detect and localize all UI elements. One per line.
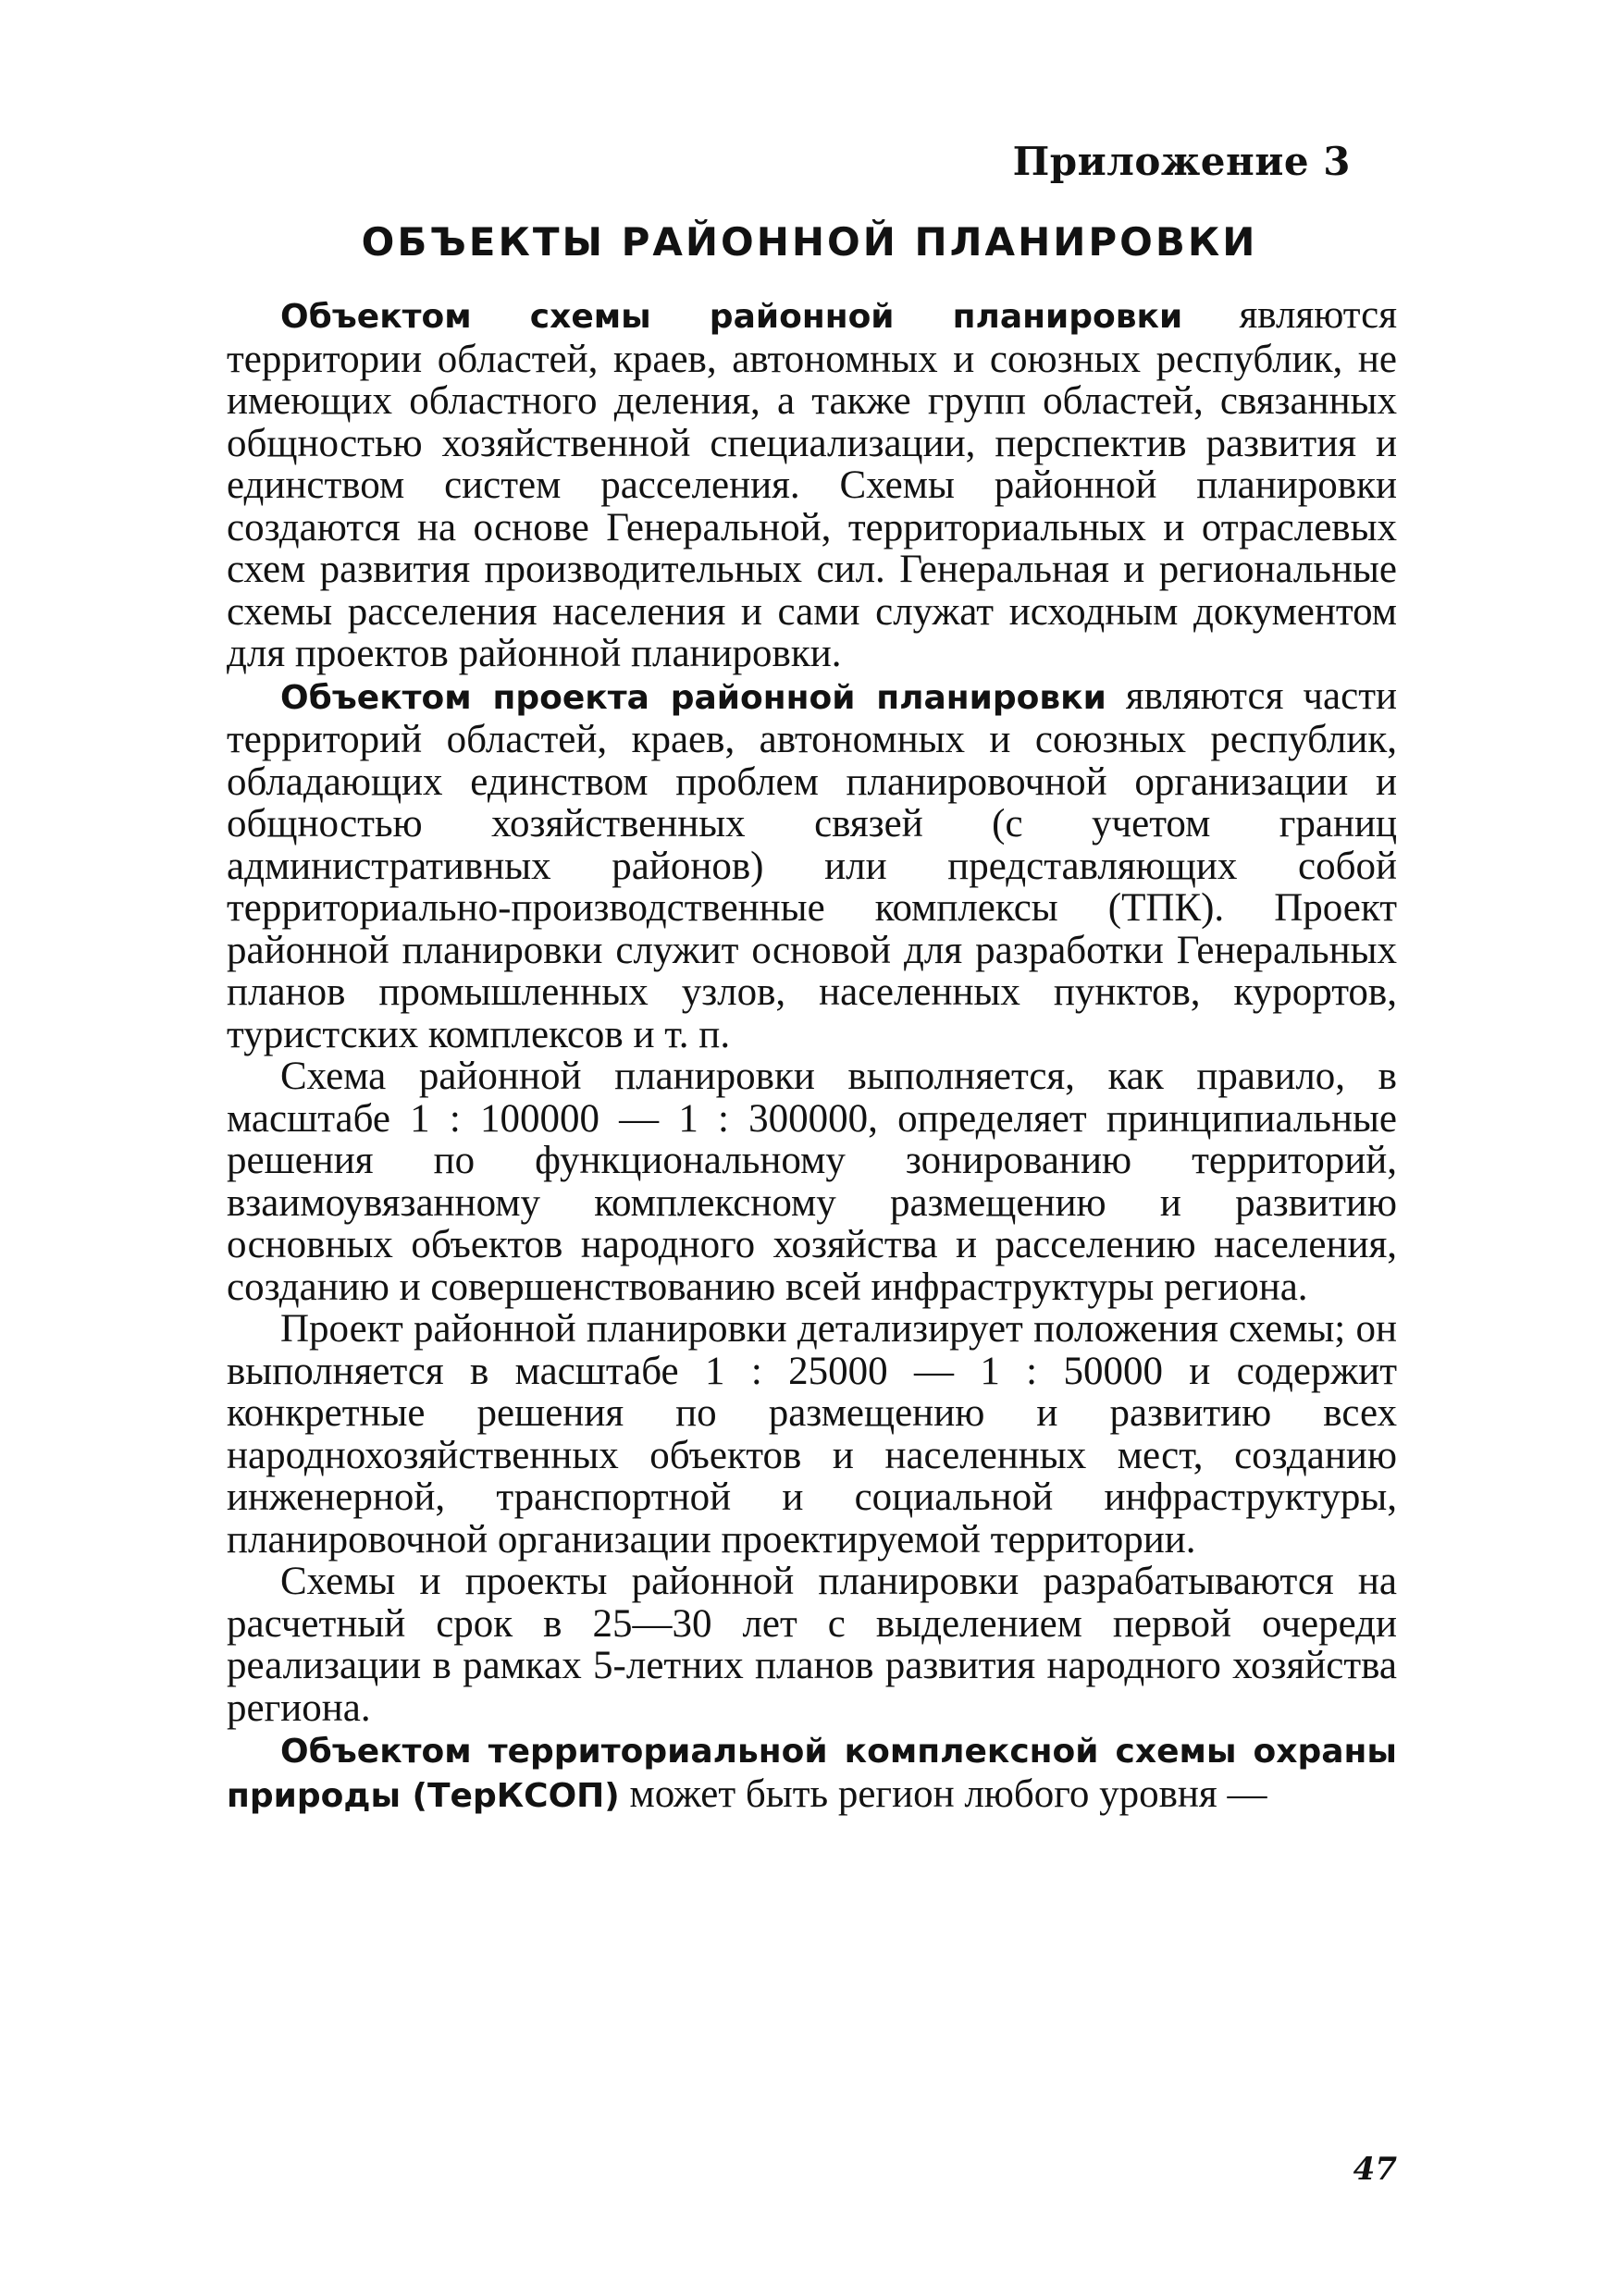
paragraph-terksop — [227, 1729, 1397, 1817]
paragraph-project-object — [227, 675, 1397, 1056]
paragraph-text: может быть регион любого уровня — — [619, 1771, 1267, 1816]
body-text — [227, 294, 1397, 1817]
appendix-label: Приложение 3 — [1012, 139, 1351, 184]
paragraph-text: Схема районной планировки выполняется, как правило, в масштабе 1 : 100000 — 1 : 300000, определяет принципиальные решения по функциональному зонированию территорий, взаимоувязанному комплексному размещению и развитию основных объектов народного хозяйства и расселению населения, созданию и совершенствованию всей инфраструктуры региона. — [227, 1055, 1397, 1309]
paragraph-lead: Объектом территориальной комплексной схемы охраны природы (ТерКСОП) — [227, 1733, 1397, 1815]
paragraph-scheme-object — [227, 294, 1397, 675]
paragraph-text: являются территории областей, краев, автономных и союзных республик, не имеющих областного деления, а также групп областей, связанных общностью хозяйственной специализации, перспектив развития и единством систем расселения. Схемы районной планировки создаются на основе Генеральной, территориальных и отраслевых схем развития производительных сил. Генеральная и региональные схемы расселения населения и сами служат исходным документом для проектов районной планировки. — [227, 293, 1397, 675]
paragraph-text: Проект районной планировки детализирует положения схемы; он выполняется в масштабе 1 : 25000 — 1 : 50000 и содержит конкретные решения по размещению и развитию всех народнохозяйственных объектов и населенных мест, созданию инженерной, транспортной и социальной инфраструктуры, планировочной организации проектируемой территории. — [227, 1307, 1397, 1562]
paragraph-project-scale — [227, 1308, 1397, 1561]
paragraph-lead: Объектом проекта районной планировки — [280, 678, 1106, 717]
paragraph-text: являются части территорий областей, краев, автономных и союзных республик, обладающих единством проблем планировочной организации и общностью хозяйственных связей (с учетом границ административных районов) или представляющих собой территориально-производственные комплексы (ТПК). Проект районной планировки служит основой для разработки Генеральных планов промышленных узлов, населенных пунктов, курортов, туристских комплексов и т. п. — [227, 673, 1397, 1056]
paragraph-text: Схемы и проекты районной планировки разрабатываются на расчетный срок в 25—30 лет с выделением первой очереди реализации в рамках 5-летних планов развития народного хозяйства региона. — [227, 1560, 1397, 1730]
page-number: 47 — [1353, 2151, 1397, 2188]
paragraph-lead: Объектом схемы районной планировки — [280, 298, 1183, 336]
page-title: ОБЪЕКТЫ РАЙОННОЙ ПЛАНИРОВКИ — [361, 219, 1258, 265]
paragraph-term — [227, 1561, 1397, 1729]
paragraph-scheme-scale — [227, 1055, 1397, 1308]
